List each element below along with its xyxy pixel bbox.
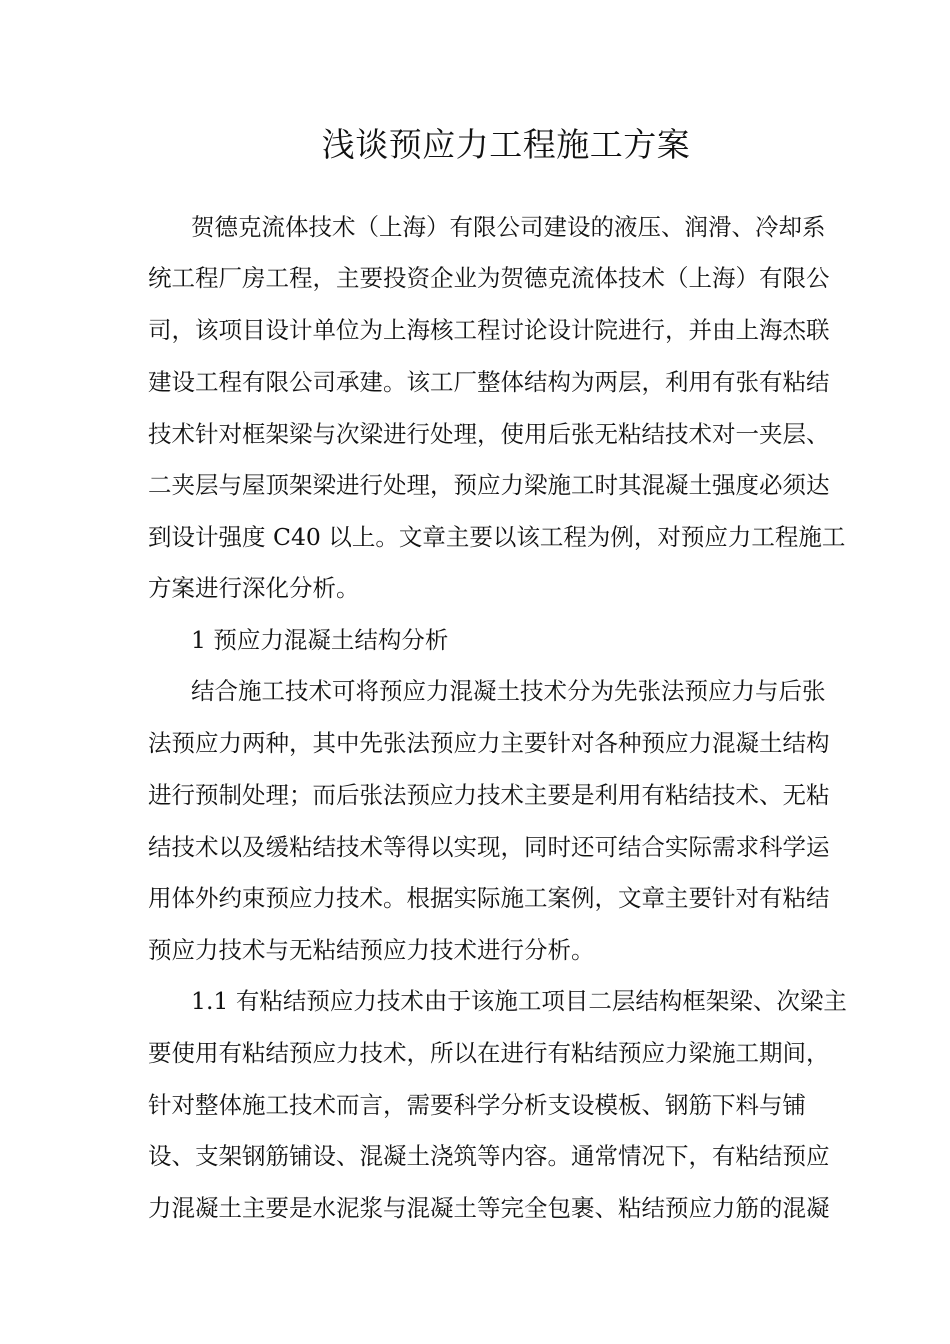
paragraph-line: 二夹层与屋顶架梁进行处理，预应力梁施工时其混凝土强度必须达 [148, 471, 830, 499]
paragraph-line: 统工程厂房工程，主要投资企业为贺德克流体技术（上海）有限公 [148, 264, 830, 292]
paragraph-line: 法预应力两种，其中先张法预应力主要针对各种预应力混凝土结构 [148, 729, 830, 757]
paragraph-line: 结合施工技术可将预应力混凝土技术分为先张法预应力与后张 [191, 677, 826, 705]
paragraph-line: 预应力技术与无粘结预应力技术进行分析。 [148, 936, 595, 964]
paragraph-line: 建设工程有限公司承建。该工厂整体结构为两层，利用有张有粘结 [148, 368, 830, 396]
paragraph-line: 司，该项目设计单位为上海核工程讨论设计院进行，并由上海杰联 [148, 316, 830, 344]
section-heading: 1 预应力混凝土结构分析 [191, 626, 449, 654]
paragraph-line: 力混凝土主要是水泥浆与混凝土等完全包裹、粘结预应力筋的混凝 [148, 1194, 830, 1222]
paragraph-line: 技术针对框架梁与次梁进行处理，使用后张无粘结技术对一夹层、 [148, 420, 830, 448]
document-title: 浅谈预应力工程施工方案 [321, 125, 691, 164]
paragraph-line: 贺德克流体技术（上海）有限公司建设的液压、润滑、冷却系 [191, 213, 826, 241]
paragraph-line: 结技术以及缓粘结技术等得以实现，同时还可结合实际需求科学运 [148, 833, 830, 861]
paragraph-line: 要使用有粘结预应力技术，所以在进行有粘结预应力梁施工期间， [148, 1039, 830, 1067]
paragraph-line: 针对整体施工技术而言，需要科学分析支设模板、钢筋下料与铺 [148, 1091, 806, 1119]
paragraph-line: 进行预制处理；而后张法预应力技术主要是利用有粘结技术、无粘 [148, 781, 830, 809]
paragraph-line: 用体外约束预应力技术。根据实际施工案例，文章主要针对有粘结 [148, 884, 830, 912]
paragraph-line: 1.1 有粘结预应力技术由于该施工项目二层结构框架梁、次梁主 [191, 987, 847, 1015]
paragraph-line: 到设计强度 C40 以上。文章主要以该工程为例，对预应力工程施工 [148, 523, 846, 551]
paragraph-line: 方案进行深化分析。 [148, 574, 360, 602]
paragraph-line: 设、支架钢筋铺设、混凝土浇筑等内容。通常情况下，有粘结预应 [148, 1142, 830, 1170]
